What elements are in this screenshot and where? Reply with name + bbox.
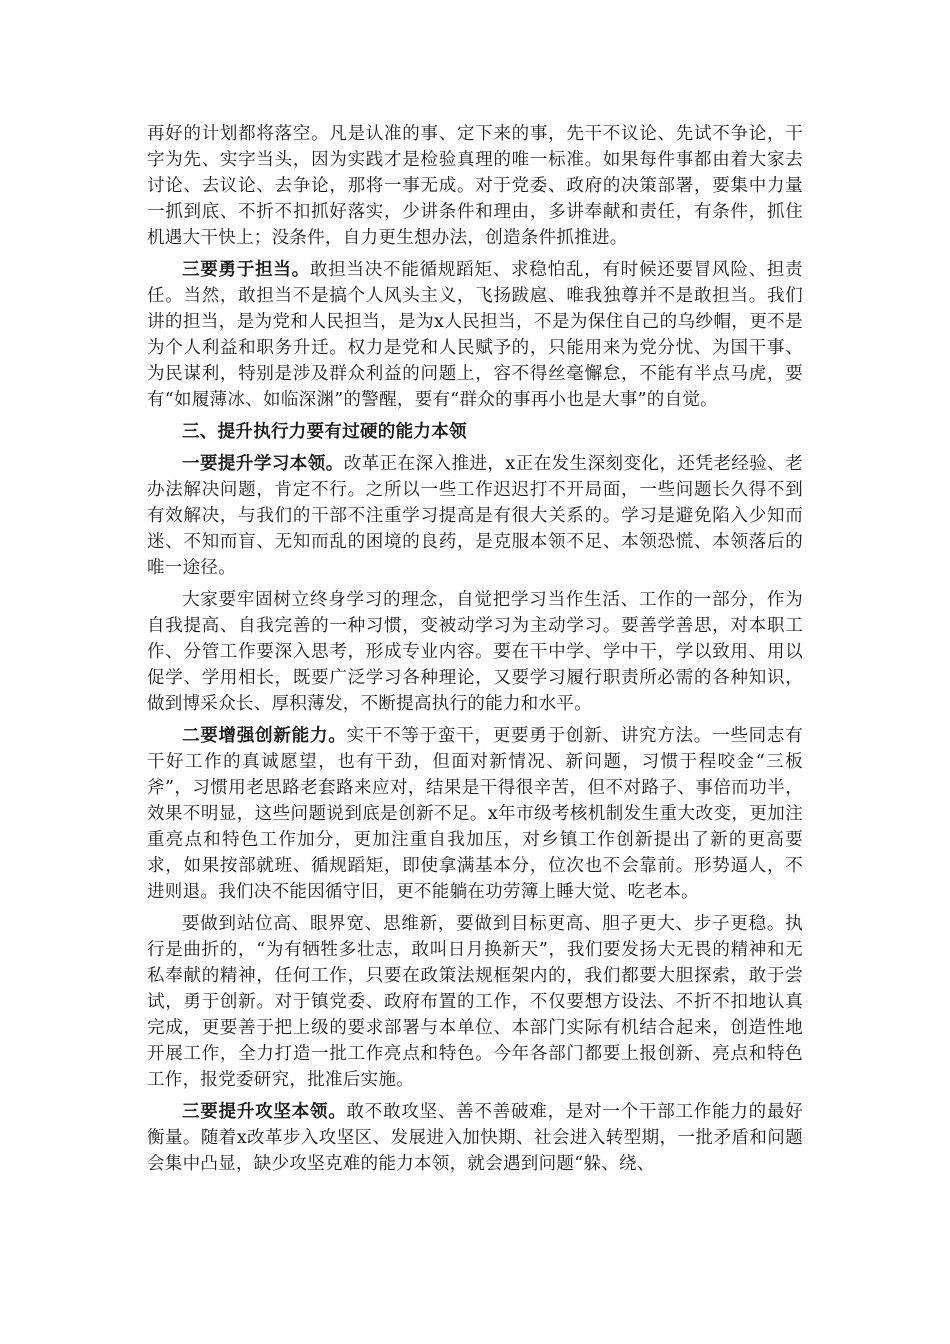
paragraph-text: 实干不等于蛮干，更要勇于创新、讲究方法。一些同志有干好工作的真诚愿望，也有干劲，但面对新情况、新问题，习惯于程咬金“三板斧”，习惯用老思路老套路来应对，结果是干得很辛苦，但不对路子、事倍而功半，效果不明显，这些问题说到底是创新不足。x年市级考核机制发生重大改变，更加注重亮点和特色工作加分，更加注重自我加压，对乡镇工作创新提出了新的更高要求，如果按部就班、循规蹈矩，即使拿满基本分，位次也不会靠前。形势逼人，不进则退。我们决不能因循守旧，更不能躺在功劳簿上睡大觉、吃老本。 bbox=[147, 726, 804, 902]
paragraph-lead: 一要提升学习本领。 bbox=[182, 454, 344, 474]
paragraph-lead: 二要增强创新能力。 bbox=[182, 726, 347, 746]
paragraph-text: 再好的计划都将落空。凡是认准的事、定下来的事，先干不议论、先试不争论，干字为先、实字当头，因为实践才是检验真理的唯一标准。如果每件事都由着大家去讨论、去议论、去争论，那将一事无成。对于党委、政府的决策部署，要集中力量一抓到底、不折不扣抓好落实，少讲条件和理由，多讲奉献和责任，有条件，抓住机遇大干快上；没条件，自力更生想办法，创造条件抓推进。 bbox=[147, 124, 803, 248]
paragraph-innovation-ability bbox=[147, 723, 803, 905]
paragraph-text: 要做到站位高、眼界宽、思维新，要做到目标更高、胆子更大、步子更稳。执行是曲折的，“为有牺牲多壮志，敢叫日月换新天”，我们要发扬大无畏的精神和无私奉献的精神，任何工作，只要在政策法规框架内的，我们都要大胆探索，敢于尝试，勇于创新。对于镇党委、政府布置的工作，不仅要想方设法、不折不扣地认真完成，更要善于把上级的要求部署与本单位、本部门实际有机结合起来，创造性地开展工作，全力打造一批工作亮点和特色。今年各部门都要上报创新、亮点和特色工作，报党委研究，批准后实施。 bbox=[147, 914, 803, 1090]
paragraph-dare-to-take-responsibility bbox=[147, 257, 803, 413]
paragraph-text: 大家要牢固树立终身学习的理念，自觉把学习当作生活、工作的一部分，作为自我提高、自我完善的一种习惯，变被动学习为主动学习。要善学善思，对本职工作、分管工作要深入思考，形成专业内容。要在干中学、学中干，学以致用、用以促学、学用相长，既要广泛学习各种理论，又要学习履行职责所必需的各种知识，做到博采众长、厚积薄发，不断提高执行的能力和水平。 bbox=[147, 590, 803, 714]
paragraph-lifelong-learning bbox=[147, 587, 803, 717]
paragraph-lead: 三要勇于担当。 bbox=[182, 260, 310, 280]
paragraph-innovation-requirements bbox=[147, 911, 803, 1093]
document-page bbox=[147, 121, 803, 1183]
paragraph-tackling-ability bbox=[147, 1099, 803, 1177]
paragraph-text: 敢不敢攻坚、善不善破难，是对一个干部工作能力的最好衡量。随着x改革步入攻坚区、发展进入加快期、社会进入转型期，一批矛盾和问题会集中凸显，缺少攻坚克难的能力本领，就会遇到问题“躲、绕、 bbox=[147, 1102, 804, 1174]
paragraph-lead: 三要提升攻坚本领。 bbox=[182, 1102, 347, 1122]
paragraph-continuation bbox=[147, 121, 803, 251]
paragraph-text: 改革正在深入推进，x正在发生深刻变化，还凭老经验、老办法解决问题，肯定不行。之所以一些工作迟迟打不开局面，一些问题长久得不到有效解决，与我们的干部不注重学习提高是有很大关系的。学习是避免陷入少知而迷、不知而盲、无知而乱的困境的良药，是克服本领不足、本领恐慌、本领落后的唯一途径。 bbox=[147, 454, 804, 578]
paragraph-text: 敢担当决不能循规蹈矩、求稳怕乱，有时候还要冒风险、担责任。当然，敢担当不是搞个人风头主义，飞扬跋扈、唯我独尊并不是敢担当。我们讲的担当，是为党和人民担当，是为x人民担当，不是为保住自己的乌纱帽，更不是为个人利益和职务升迁。权力是党和人民赋予的，只能用来为党分忧、为国干事、为民谋利，特别是涉及群众利益的问题上，容不得丝毫懈怠，不能有半点马虎，要有“如履薄冰、如临深渊”的警醒，要有“群众的事再小也是大事”的自觉。 bbox=[147, 260, 803, 410]
section-heading: 三、提升执行力要有过硬的能力本领 bbox=[182, 422, 467, 442]
paragraph-learning-ability bbox=[147, 451, 803, 581]
